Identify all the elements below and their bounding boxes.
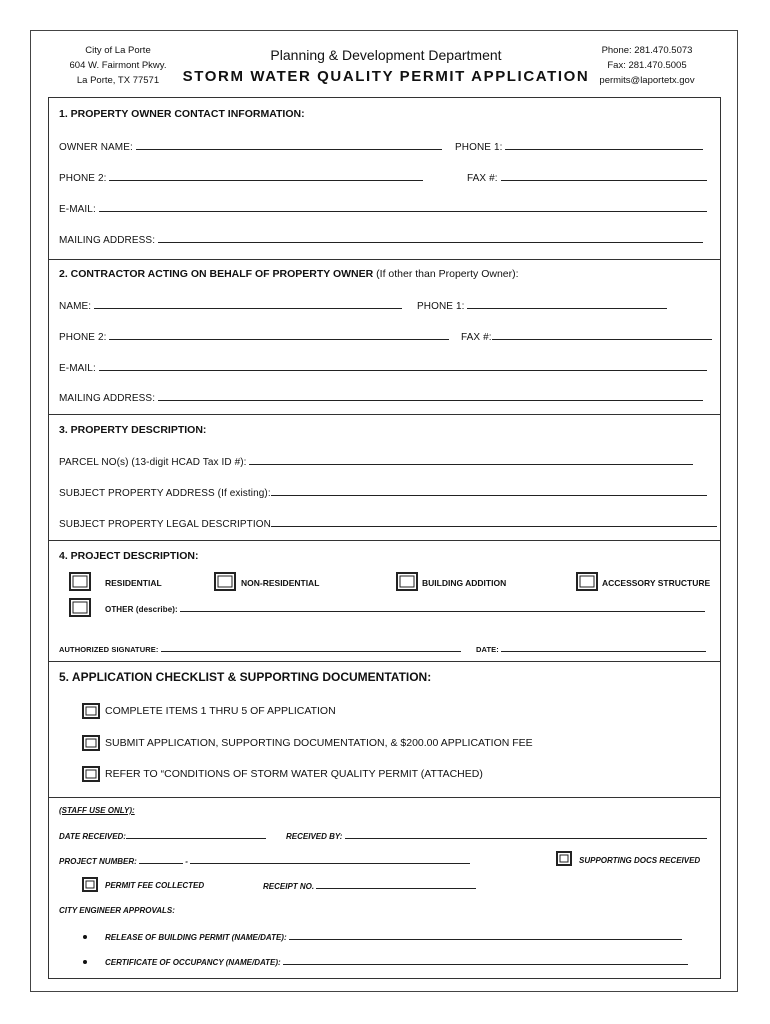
owner-phone1-label: PHONE 1: [455,142,503,153]
contractor-name-label: NAME: [59,301,92,312]
checklist-item-2-label: SUBMIT APPLICATION, SUPPORTING DOCUMENTATION, & $200.00 APPLICATION FEE [105,737,533,749]
contractor-fax-field[interactable] [461,330,712,343]
legal-description-field[interactable] [59,517,717,530]
owner-mailing-label: MAILING ADDRESS: [59,235,156,246]
city-street: 604 W. Fairmont Pkwy. [69,60,167,71]
non-residential-label: NON-RESIDENTIAL [241,578,320,588]
building-addition-checkbox[interactable] [396,572,418,591]
received-by-field[interactable] [286,831,707,841]
owner-name-field[interactable] [59,140,442,153]
contractor-email-field[interactable] [59,361,707,374]
section-project-description [48,540,721,661]
owner-name-label: OWNER NAME: [59,142,133,153]
contact-phone: Phone: 281.470.5073 [601,45,693,56]
contractor-email-label: E-MAIL: [59,363,96,374]
section-2-title: 2. CONTRACTOR ACTING ON BEHALF OF PROPERTY OWNER [59,268,374,280]
release-permit-label: RELEASE OF BUILDING PERMIT (NAME/DATE): [105,933,287,942]
authorized-signature-label: AUTHORIZED SIGNATURE: [59,645,159,654]
contractor-phone2-label: PHONE 2: [59,332,107,343]
section-2-note: (If other than Property Owner): [376,268,519,280]
non-residential-checkbox[interactable] [214,572,236,591]
signature-date-label: DATE: [476,645,499,654]
receipt-number-field[interactable] [263,881,476,891]
parcel-number-label: PARCEL NO(s) (13-digit HCAD Tax ID #): [59,457,247,468]
contractor-phone2-field[interactable] [59,330,449,343]
contractor-name-field[interactable] [59,299,402,312]
section-staff-use [48,797,721,979]
other-description-label: OTHER (describe): [105,605,178,614]
city-address-block [53,43,183,88]
city-engineer-approvals: CITY ENGINEER APPROVALS: [59,906,175,915]
authorized-signature-field[interactable] [59,644,461,654]
parcel-number-field[interactable] [59,455,693,468]
legal-description-label: SUBJECT PROPERTY LEGAL DESCRIPTION [59,519,271,530]
release-permit-field[interactable] [105,932,682,942]
supporting-docs-checkbox[interactable] [556,851,572,866]
owner-phone2-label: PHONE 2: [59,173,107,184]
permit-fee-label: PERMIT FEE COLLECTED [105,881,205,890]
owner-email-label: E-MAIL: [59,204,96,215]
permit-fee-checkbox[interactable] [82,877,98,892]
contractor-phone1-field[interactable] [417,299,667,312]
receipt-number-label: RECEIPT NO. [263,882,315,891]
section-3-heading: 3. PROPERTY DESCRIPTION: [59,424,207,436]
property-address-label: SUBJECT PROPERTY ADDRESS (If existing): [59,488,271,499]
department-name: Planning & Development Department [270,47,502,63]
staff-use-heading: (STAFF USE ONLY): [59,806,135,815]
owner-fax-field[interactable] [467,171,707,184]
signature-date-field[interactable] [476,644,706,654]
building-addition-label: BUILDING ADDITION [422,578,507,588]
contractor-mailing-field[interactable] [59,391,703,404]
form-title: STORM WATER QUALITY PERMIT APPLICATION [182,68,590,85]
section-1-heading: 1. PROPERTY OWNER CONTACT INFORMATION: [59,108,305,120]
residential-checkbox[interactable] [69,572,91,591]
accessory-structure-checkbox[interactable] [576,572,598,591]
contractor-phone1-label: PHONE 1: [417,301,465,312]
city-name: City of La Porte [85,45,151,56]
project-number-field[interactable]: PROJECT NUMBER: - [59,856,470,866]
city-locality: La Porte, TX 77571 [76,75,160,86]
date-received-field[interactable] [59,831,266,841]
certificate-occupancy-label: CERTIFICATE OF OCCUPANCY (NAME/DATE): [105,958,281,967]
section-5-heading: 5. APPLICATION CHECKLIST & SUPPORTING DOCUMENTATION: [59,670,432,684]
form-title-block [181,47,591,85]
section-contractor-contact [48,259,721,414]
owner-phone2-field[interactable] [59,171,423,184]
residential-label: RESIDENTIAL [105,578,162,588]
contractor-fax-label: FAX #: [461,332,492,343]
checklist-item-3-label: REFER TO “CONDITIONS OF STORM WATER QUALITY PERMIT (ATTACHED) [105,768,483,780]
date-received-label: DATE RECEIVED: [59,832,126,841]
owner-mailing-field[interactable] [59,233,703,246]
section-owner-contact [48,97,721,259]
section-2-heading [59,268,519,280]
owner-phone1-field[interactable] [455,140,703,153]
property-address-field[interactable] [59,486,707,499]
owner-fax-label: FAX #: [467,173,498,184]
other-checkbox[interactable] [69,598,91,617]
checklist-item-1-label: COMPLETE ITEMS 1 THRU 5 OF APPLICATION [105,705,336,717]
contact-fax: Fax: 281.470.5005 [607,60,687,71]
bullet-icon [83,960,87,964]
contractor-mailing-label: MAILING ADDRESS: [59,393,156,404]
contact-block [577,43,717,88]
permit-form-page [30,30,738,992]
other-description-field[interactable] [105,604,705,614]
owner-email-field[interactable] [59,202,707,215]
section-4-heading: 4. PROJECT DESCRIPTION: [59,550,199,562]
contact-email: permits@laportetx.gov [599,75,695,86]
checklist-item-1-checkbox[interactable] [82,703,100,719]
checklist-item-3-checkbox[interactable] [82,766,100,782]
received-by-label: RECEIVED BY: [286,832,343,841]
accessory-structure-label: ACCESSORY STRUCTURE [602,578,711,588]
certificate-occupancy-field[interactable] [105,957,688,967]
supporting-docs-label: SUPPORTING DOCS RECEIVED [579,856,701,865]
project-number-label: PROJECT NUMBER: [59,857,137,866]
checklist-item-2-checkbox[interactable] [82,735,100,751]
bullet-icon [83,935,87,939]
section-checklist [48,661,721,797]
section-property-description [48,414,721,540]
